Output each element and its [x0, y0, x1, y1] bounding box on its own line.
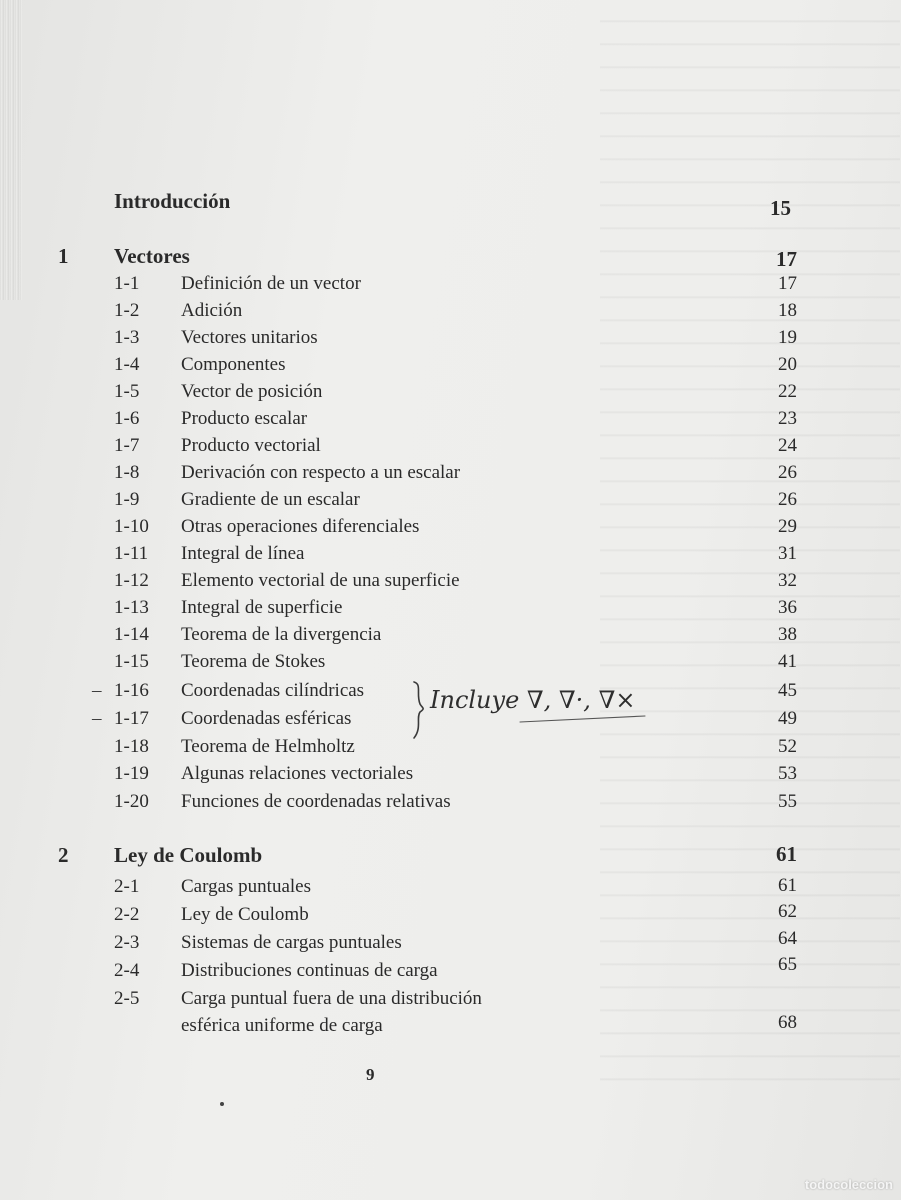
- toc-section-row: [0, 459, 901, 486]
- section-title: Producto vectorial: [181, 435, 321, 456]
- toc-section-row: [0, 432, 901, 459]
- section-number: 1-15: [114, 651, 149, 672]
- chapter-title: Vectores: [114, 244, 190, 268]
- section-number: 1-5: [114, 381, 140, 402]
- section-page: 26: [778, 489, 797, 510]
- section-page: 68: [778, 1012, 797, 1033]
- section-title: Elemento vectorial de una superficie: [181, 570, 460, 591]
- chapter-page: 17: [776, 247, 797, 271]
- watermark: todocoleccion: [804, 1177, 893, 1192]
- section-number: 1-2: [114, 300, 140, 321]
- page-number: 9: [366, 1065, 375, 1084]
- chapter-page: 61: [776, 842, 797, 866]
- toc-section-row: [0, 985, 901, 1012]
- section-number: 1-12: [114, 570, 149, 591]
- section-number: 1-6: [114, 408, 140, 429]
- section-number: 1-20: [114, 791, 149, 812]
- section-number: 1-19: [114, 763, 149, 784]
- chapter-title: Ley de Coulomb: [114, 843, 263, 867]
- section-page: 17: [778, 273, 797, 294]
- section-title: Vector de posición: [181, 381, 323, 402]
- toc-section-row: [0, 954, 901, 984]
- toc-section-row: [0, 567, 901, 594]
- section-number: 1-13: [114, 597, 149, 618]
- section-page: 65: [778, 954, 797, 975]
- section-number: 2-5: [114, 988, 140, 1009]
- ink-speck: [220, 1102, 224, 1106]
- handwritten-note: Incluye ∇, ∇·, ∇×: [430, 686, 636, 714]
- toc-section-row: [0, 929, 901, 956]
- toc-section-row: [0, 405, 901, 432]
- toc-section-row-continued: [0, 1012, 901, 1039]
- section-page: 36: [778, 597, 797, 618]
- section-number: 1-18: [114, 736, 149, 757]
- section-page: 26: [778, 462, 797, 483]
- section-page: 19: [778, 327, 797, 348]
- section-page: 38: [778, 624, 797, 645]
- section-page: 24: [778, 435, 797, 456]
- section-number: 1-14: [114, 624, 149, 645]
- toc-section-row: [0, 873, 901, 900]
- section-number: 2-4: [114, 960, 140, 981]
- section-page: 53: [778, 763, 797, 784]
- section-number: 1-3: [114, 327, 140, 348]
- section-page: 61: [778, 875, 797, 896]
- section-title: Componentes: [181, 354, 286, 375]
- toc-section-row: [0, 594, 901, 621]
- section-title: Cargas puntuales: [181, 876, 311, 897]
- section-title: Sistemas de cargas puntuales: [181, 932, 402, 953]
- handwritten-annotation: [400, 676, 660, 746]
- toc-section-row: [0, 324, 901, 351]
- section-title: Coordenadas esféricas: [181, 708, 352, 729]
- toc-section-row: [0, 486, 901, 513]
- section-title: Gradiente de un escalar: [181, 489, 360, 510]
- chapter-number: 1: [58, 244, 69, 268]
- section-page: 64: [778, 928, 797, 949]
- section-title: Coordenadas cilíndricas: [181, 680, 365, 701]
- section-number: 2-2: [114, 904, 140, 925]
- section-page: 62: [778, 901, 797, 922]
- section-title: Distribuciones continuas de carga: [181, 960, 438, 981]
- toc-intro-row: [0, 188, 901, 220]
- section-page: 29: [778, 516, 797, 537]
- section-page: 45: [778, 680, 797, 701]
- section-title: Vectores unitarios: [181, 327, 318, 348]
- section-title: Funciones de coordenadas relativas: [181, 791, 451, 812]
- section-title: Derivación con respecto a un escalar: [181, 462, 461, 483]
- section-title-continued: esférica uniforme de carga: [181, 1015, 383, 1036]
- section-number: 2-3: [114, 932, 140, 953]
- section-title: Algunas relaciones vectoriales: [181, 763, 414, 784]
- section-title: Teorema de Stokes: [181, 651, 326, 672]
- toc-section-row: [0, 621, 901, 648]
- toc-chapter-2-row: [0, 842, 901, 869]
- section-title: Teorema de la divergencia: [181, 624, 382, 645]
- section-page: 49: [778, 708, 797, 729]
- section-page: 55: [778, 791, 797, 812]
- section-title: Ley de Coulomb: [181, 904, 309, 925]
- section-number: 2-1: [114, 876, 140, 897]
- chapter-number: 2: [58, 843, 69, 867]
- section-title: Adición: [181, 300, 243, 321]
- toc-section-row: [0, 648, 901, 675]
- section-title: Integral de superficie: [181, 597, 343, 618]
- section-title: Teorema de Helmholtz: [181, 736, 355, 757]
- section-page: 31: [778, 543, 797, 564]
- intro-title: Introducción: [114, 189, 231, 213]
- section-title: Definición de un vector: [181, 273, 361, 294]
- intro-page: 15: [770, 196, 791, 220]
- section-number: 1-1: [114, 273, 140, 294]
- section-page: 41: [778, 651, 797, 672]
- toc-section-row: [0, 297, 901, 324]
- toc-section-row: [0, 540, 901, 567]
- section-number: 1-4: [114, 354, 140, 375]
- pen-mark: –: [92, 708, 102, 729]
- section-number: 1-10: [114, 516, 149, 537]
- toc-section-row: [0, 270, 901, 297]
- section-number: 1-16: [114, 680, 149, 701]
- section-number: 1-8: [114, 462, 140, 483]
- toc-section-row: [0, 760, 901, 787]
- section-page: 23: [778, 408, 797, 429]
- section-page: 32: [778, 570, 797, 591]
- toc-chapter-1-row: [0, 243, 901, 270]
- toc-section-row: [0, 901, 901, 928]
- section-number: 1-9: [114, 489, 140, 510]
- section-page: 20: [778, 354, 797, 375]
- pen-mark: –: [92, 680, 102, 701]
- toc-section-row: [0, 351, 901, 378]
- toc-section-row: [0, 788, 901, 815]
- section-number: 1-17: [114, 708, 149, 729]
- section-page: 22: [778, 381, 797, 402]
- toc-section-row: [0, 378, 901, 405]
- section-title: Producto escalar: [181, 408, 308, 429]
- section-page: 18: [778, 300, 797, 321]
- section-title: Integral de línea: [181, 543, 305, 564]
- section-page: 52: [778, 736, 797, 757]
- section-number: 1-11: [114, 543, 149, 564]
- section-title: Carga puntual fuera de una distribución: [181, 988, 482, 1009]
- section-title: Otras operaciones diferenciales: [181, 516, 420, 537]
- section-number: 1-7: [114, 435, 140, 456]
- toc-section-row: [0, 513, 901, 540]
